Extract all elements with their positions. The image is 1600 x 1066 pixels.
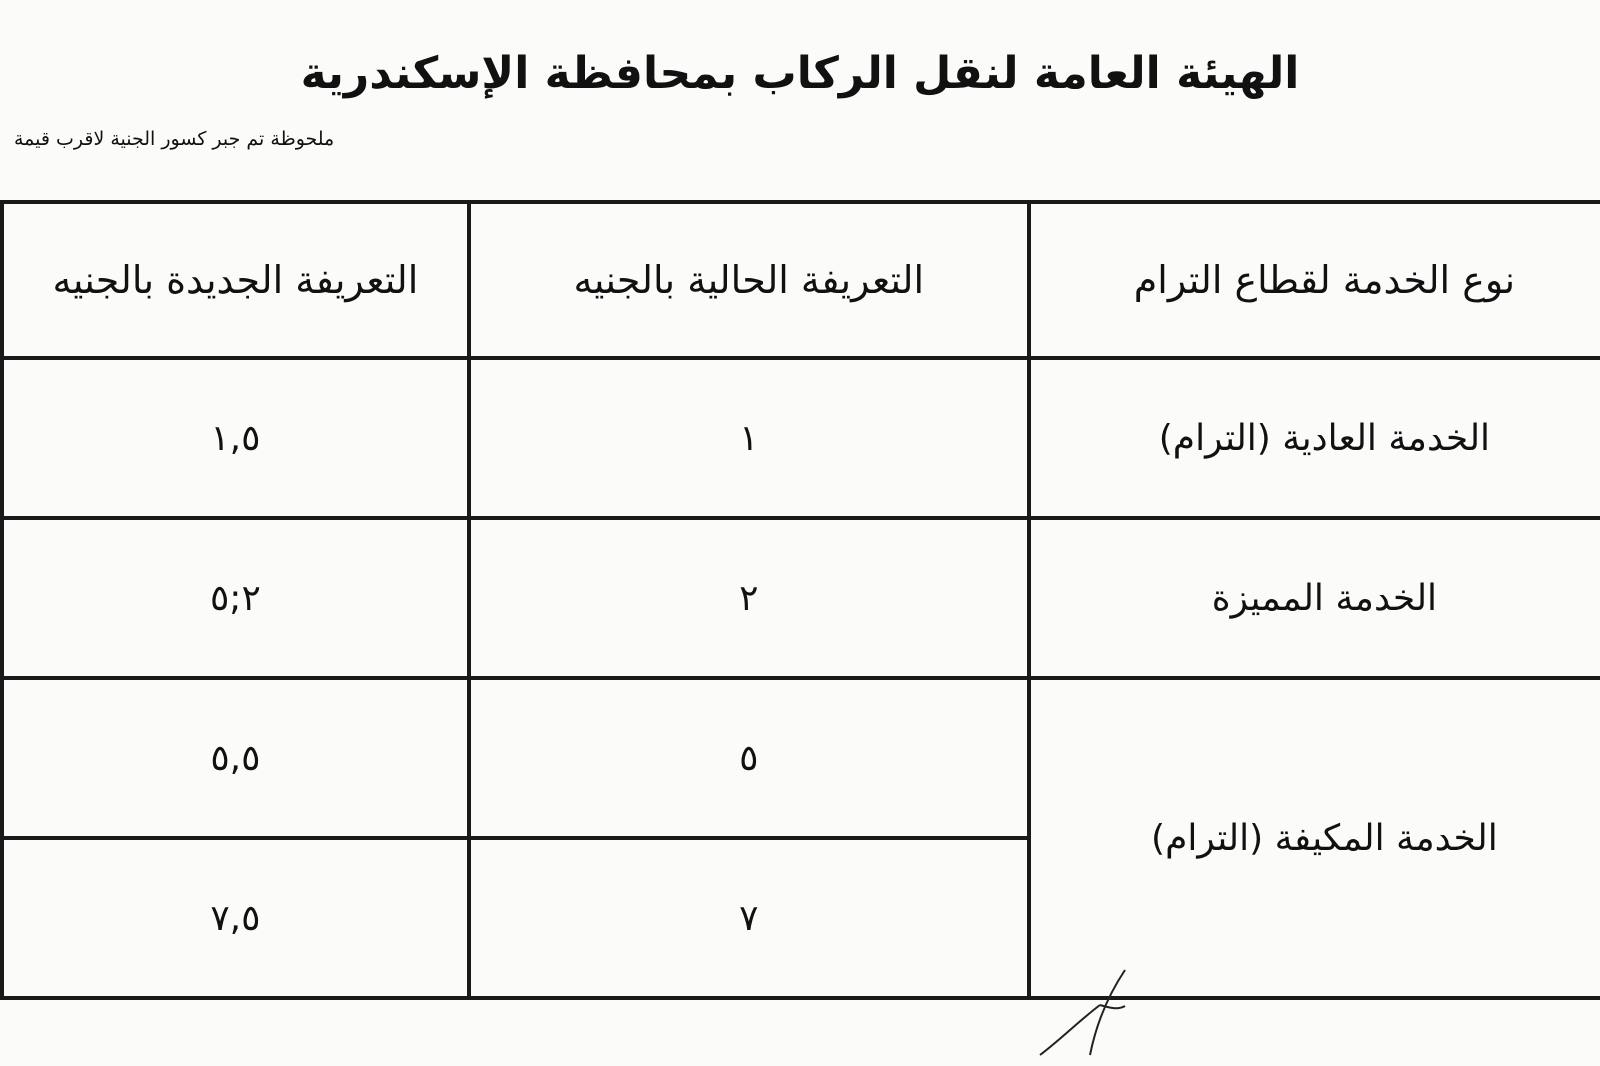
- service-type-cell: الخدمة المميزة: [1029, 518, 1600, 678]
- new-fare-cell: ٥,٥: [2, 678, 469, 838]
- table-header-row: [2, 202, 1600, 358]
- current-fare-cell: ٥: [469, 678, 1029, 838]
- header-current-fare: التعريفة الحالية بالجنيه: [469, 202, 1029, 358]
- signature-icon: [1030, 960, 1140, 1060]
- fare-table: [0, 200, 1600, 1000]
- new-fare-cell: ٧,٥: [2, 838, 469, 998]
- table-row: [2, 678, 1600, 838]
- new-fare-cell: ٢;٥: [2, 518, 469, 678]
- current-fare-cell: ٢: [469, 518, 1029, 678]
- document-title: الهيئة العامة لنقل الركاب بمحافظة الإسكندرية: [300, 48, 1300, 99]
- table-row: [2, 358, 1600, 518]
- header-new-fare: التعريفة الجديدة بالجنيه: [2, 202, 469, 358]
- current-fare-cell: ١: [469, 358, 1029, 518]
- table-row: [2, 518, 1600, 678]
- header-service-type: نوع الخدمة لقطاع الترام: [1029, 202, 1600, 358]
- service-type-cell: الخدمة المكيفة (الترام): [1029, 678, 1600, 998]
- service-type-cell: الخدمة العادية (الترام): [1029, 358, 1600, 518]
- rounding-note: ملحوظة تم جبر كسور الجنية لاقرب قيمة: [14, 128, 335, 150]
- current-fare-cell: ٧: [469, 838, 1029, 998]
- new-fare-cell: ١,٥: [2, 358, 469, 518]
